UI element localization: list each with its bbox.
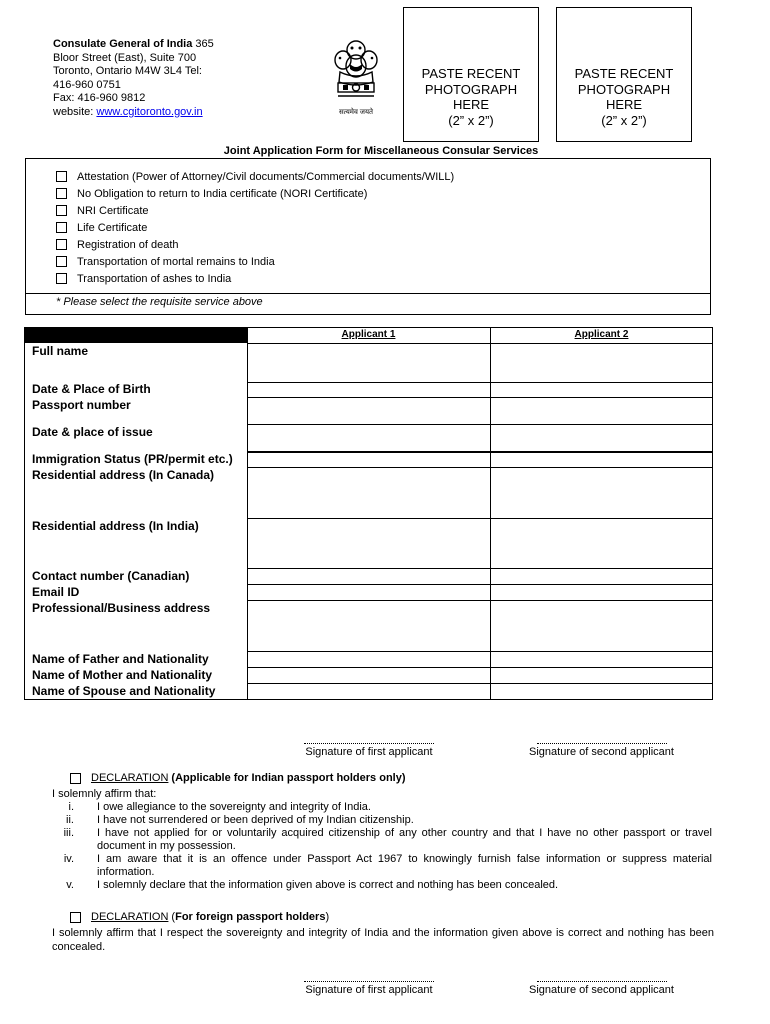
signature-label: Signature of second applicant xyxy=(529,984,674,996)
input-mother-applicant-2[interactable] xyxy=(490,667,713,684)
paren-open: ( xyxy=(171,911,176,923)
item-text: I owe allegiance to the sovereignty and integrity of India. xyxy=(97,801,371,813)
consulate-name: Consulate General of India xyxy=(53,38,193,50)
declaration-foreign-checkbox[interactable] xyxy=(70,912,81,923)
input-email-applicant-2[interactable] xyxy=(490,584,713,601)
label-date-place-of-birth: Date & Place of Birth xyxy=(32,382,151,396)
checkbox[interactable] xyxy=(56,273,67,284)
service-item-ashes[interactable] xyxy=(56,270,454,287)
label-immigration-status: Immigration Status (PR/permit etc.) xyxy=(32,452,233,466)
service-label: Attestation (Power of Attorney/Civil documents/Commercial documents/WILL) xyxy=(77,170,455,183)
declaration-title: DECLARATION xyxy=(91,911,169,923)
signature-line xyxy=(304,743,434,744)
declaration-foreign-heading xyxy=(70,911,329,923)
declaration-item xyxy=(52,853,712,879)
input-mother-applicant-1[interactable] xyxy=(247,667,491,684)
service-item-attestation[interactable] xyxy=(56,168,454,185)
input-immigration-applicant-1[interactable] xyxy=(247,452,491,468)
signature-first-applicant[interactable] xyxy=(298,743,440,758)
applicant-grid xyxy=(24,327,713,700)
service-note: * Please select the requisite service above xyxy=(56,296,263,308)
signature-line xyxy=(537,743,667,744)
label-date-place-of-issue: Date & place of issue xyxy=(32,425,153,439)
declaration-indian-checkbox[interactable] xyxy=(70,773,81,784)
signature-second-applicant[interactable] xyxy=(524,743,679,758)
service-label: Transportation of mortal remains to India xyxy=(77,255,275,268)
signature-second-applicant-2[interactable] xyxy=(524,981,679,996)
services-box xyxy=(25,158,711,315)
website-label: website: xyxy=(53,105,97,118)
label-contact-number: Contact number (Canadian) xyxy=(32,569,190,583)
signature-line xyxy=(537,981,667,982)
declaration-list xyxy=(52,801,712,892)
checkbox[interactable] xyxy=(56,188,67,199)
checkbox[interactable] xyxy=(56,222,67,233)
service-item-nori[interactable] xyxy=(56,185,454,202)
item-number: iv. xyxy=(63,853,74,865)
emblem-motto: सत्यमेव जयते xyxy=(338,109,374,116)
service-label: Transportation of ashes to India xyxy=(77,272,232,285)
phone-number: 416-960 0751 xyxy=(53,78,121,91)
fax-number: Fax: 416-960 9812 xyxy=(53,92,146,104)
photo-box-applicant-1 xyxy=(403,7,539,142)
national-emblem-icon xyxy=(330,36,382,122)
photo-text-line: PASTE RECENT xyxy=(574,66,674,81)
photo-text-line: PHOTOGRAPH xyxy=(424,81,518,97)
input-spouse-applicant-1[interactable] xyxy=(247,683,491,700)
signature-line xyxy=(304,981,434,982)
photo-text-line: PASTE RECENT xyxy=(421,66,521,81)
label-email-id: Email ID xyxy=(32,585,80,599)
input-full-name-applicant-1[interactable] xyxy=(247,343,491,383)
grid-header-bar xyxy=(25,328,247,343)
service-item-mortal-remains[interactable] xyxy=(56,253,454,270)
photo-box-applicant-2 xyxy=(556,7,692,142)
checkbox[interactable] xyxy=(56,239,67,250)
photo-size-text: (2” x 2”) xyxy=(601,112,647,128)
service-list xyxy=(56,168,454,287)
input-professional-applicant-1[interactable] xyxy=(247,600,491,652)
website-link[interactable]: www.cgitoronto.gov.in xyxy=(96,105,203,118)
label-mother-nationality: Name of Mother and Nationality xyxy=(32,668,213,682)
input-address-canada-applicant-2[interactable] xyxy=(490,467,713,519)
declaration-indian-heading xyxy=(70,772,406,784)
label-residential-address-canada: Residential address (In Canada) xyxy=(32,468,215,482)
address-street-number: 365 xyxy=(192,38,214,50)
label-father-nationality: Name of Father and Nationality xyxy=(32,652,209,666)
service-item-death[interactable] xyxy=(56,236,454,253)
declaration-foreign-text: I solemnly affirm that I respect the sovereignty and integrity of India and the information given above is correct and nothing has been concealed. xyxy=(52,927,714,953)
photo-size-text: (2” x 2”) xyxy=(448,112,494,128)
signature-label: Signature of first applicant xyxy=(305,984,433,996)
input-passport-applicant-1[interactable] xyxy=(247,397,491,425)
input-issue-applicant-1[interactable] xyxy=(247,424,491,452)
service-item-life[interactable] xyxy=(56,219,454,236)
address-line-3: Toronto, Ontario M4W 3L4 Tel: xyxy=(53,65,202,77)
photo-text-line: HERE xyxy=(452,97,490,112)
input-issue-applicant-2[interactable] xyxy=(490,424,713,452)
column-header-applicant-1: Applicant 1 xyxy=(341,329,396,340)
label-spouse-nationality: Name of Spouse and Nationality xyxy=(32,684,216,698)
declaration-item xyxy=(52,801,712,814)
column-header-applicant-2: Applicant 2 xyxy=(574,329,629,340)
divider xyxy=(26,293,710,294)
input-immigration-applicant-2[interactable] xyxy=(490,452,713,468)
item-text: I solemnly declare that the information given above is correct and nothing has been concealed. xyxy=(97,879,559,891)
declaration-intro: I solemnly affirm that: xyxy=(52,788,157,800)
service-label: NRI Certificate xyxy=(77,204,149,217)
checkbox[interactable] xyxy=(56,205,67,216)
photo-text-line: HERE xyxy=(605,97,643,112)
input-passport-applicant-2[interactable] xyxy=(490,397,713,425)
checkbox[interactable] xyxy=(56,171,67,182)
address-line-2: Bloor Street (East), Suite 700 xyxy=(53,51,197,64)
input-father-applicant-1[interactable] xyxy=(247,651,491,668)
label-full-name: Full name xyxy=(32,344,89,358)
signature-first-applicant-2[interactable] xyxy=(298,981,440,996)
item-number: v. xyxy=(66,879,74,891)
input-address-india-applicant-2[interactable] xyxy=(490,518,713,569)
service-label: Life Certificate xyxy=(77,221,148,234)
input-professional-applicant-2[interactable] xyxy=(490,600,713,652)
input-dob-applicant-1[interactable] xyxy=(247,382,491,398)
item-number: i. xyxy=(68,801,74,813)
label-residential-address-india: Residential address (In India) xyxy=(32,519,199,533)
input-father-applicant-2[interactable] xyxy=(490,651,713,668)
photo-text-line: PHOTOGRAPH xyxy=(577,81,671,97)
label-passport-number: Passport number xyxy=(32,398,131,412)
declaration-item xyxy=(52,879,712,892)
declaration-subtitle: (Applicable for Indian passport holders only) xyxy=(171,772,406,784)
form-title: Joint Application Form for Miscellaneous Consular Services xyxy=(223,145,539,157)
label-professional-address: Professional/Business address xyxy=(32,601,211,615)
item-number: ii. xyxy=(66,814,74,826)
declaration-item xyxy=(52,827,712,853)
service-label: Registration of death xyxy=(77,238,179,251)
input-contact-applicant-1[interactable] xyxy=(247,568,491,585)
declaration-item xyxy=(52,814,712,827)
declaration-title: DECLARATION xyxy=(91,772,169,784)
service-label: No Obligation to return to India certificate (NORI Certificate) xyxy=(77,187,368,200)
declaration-subtitle: For foreign passport holders xyxy=(175,911,326,923)
input-address-canada-applicant-1[interactable] xyxy=(247,467,491,519)
item-text: I am aware that it is an offence under Passport Act 1967 to knowingly furnish false information or suppress material information. xyxy=(97,853,712,878)
service-item-nri[interactable] xyxy=(56,202,454,219)
input-dob-applicant-2[interactable] xyxy=(490,382,713,398)
input-contact-applicant-2[interactable] xyxy=(490,568,713,585)
input-address-india-applicant-1[interactable] xyxy=(247,518,491,569)
input-spouse-applicant-2[interactable] xyxy=(490,683,713,700)
input-full-name-applicant-2[interactable] xyxy=(490,343,713,383)
checkbox[interactable] xyxy=(56,256,67,267)
item-number: iii. xyxy=(63,827,74,839)
input-email-applicant-1[interactable] xyxy=(247,584,491,601)
paren-close: ) xyxy=(325,911,330,923)
consulate-address xyxy=(53,38,273,119)
signature-label: Signature of second applicant xyxy=(529,746,674,758)
item-text: I have not surrendered or been deprived of my Indian citizenship. xyxy=(97,814,414,826)
signature-label: Signature of first applicant xyxy=(305,746,433,758)
item-text: I have not applied for or voluntarily acquired citizenship of any other country and that I have no other passport or travel document in my possession. xyxy=(97,827,712,852)
